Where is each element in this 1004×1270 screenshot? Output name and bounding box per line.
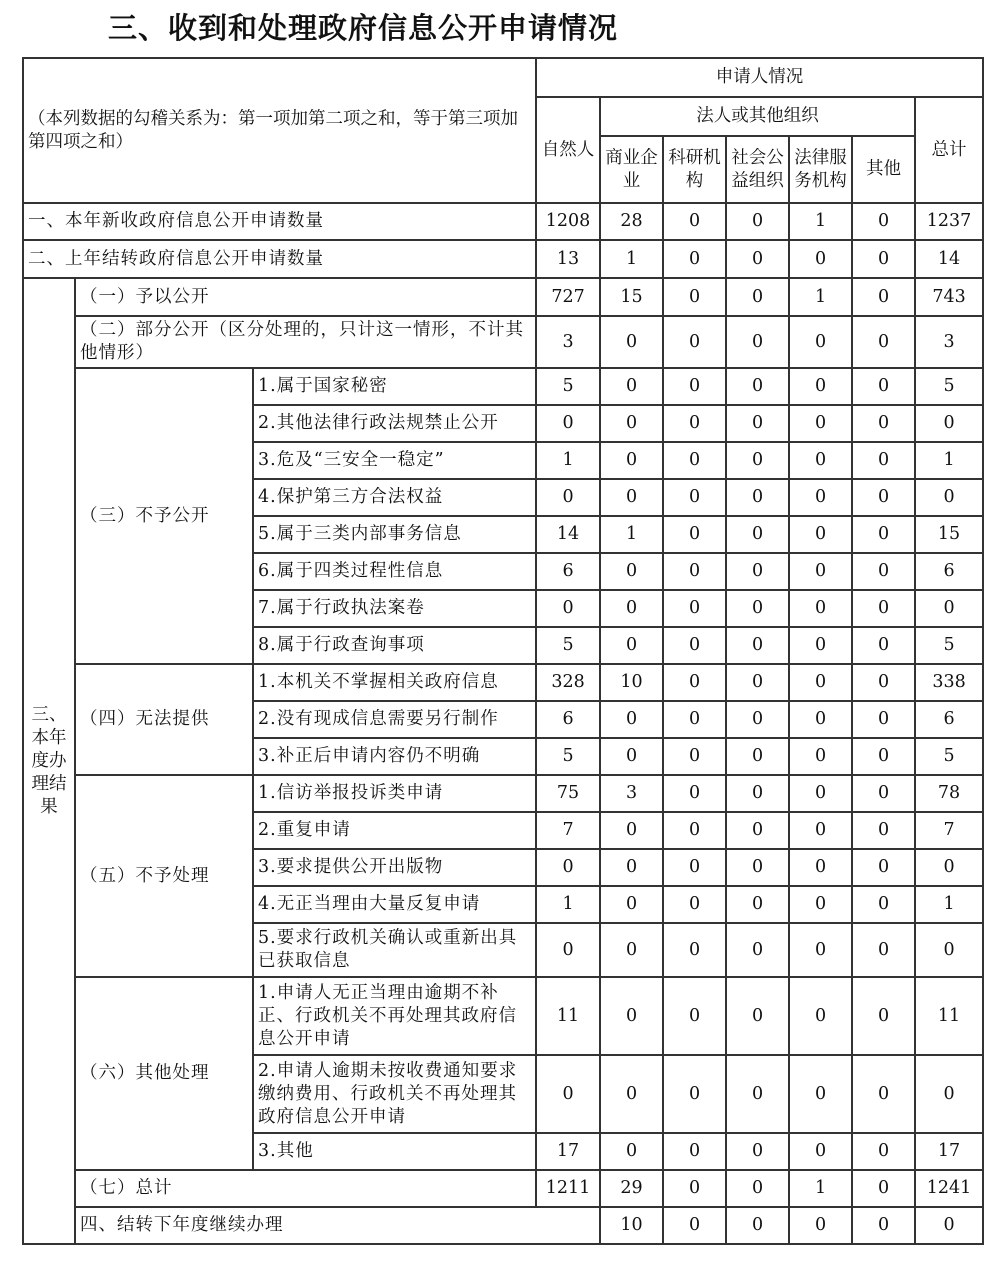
cell-value: 11 — [915, 977, 983, 1055]
cell-value: 0 — [663, 316, 726, 368]
cell-value: 0 — [663, 664, 726, 701]
cell-value: 0 — [789, 316, 852, 368]
row-label: 5.属于三类内部事务信息 — [253, 516, 536, 553]
header-applicant-group: 申请人情况 — [536, 58, 983, 97]
cell-value: 0 — [600, 849, 663, 886]
cell-value: 1 — [789, 203, 852, 240]
table-row — [23, 240, 983, 278]
cell-value: 0 — [726, 664, 789, 701]
cell-value: 0 — [663, 923, 726, 977]
cell-value: 5 — [536, 368, 600, 405]
cell-value: 0 — [536, 849, 600, 886]
cell-value: 0 — [663, 516, 726, 553]
cell-value: 7 — [915, 812, 983, 849]
cell-value: 0 — [663, 203, 726, 240]
cell-value: 6 — [915, 553, 983, 590]
cell-value: 0 — [789, 627, 852, 664]
cell-value: 0 — [852, 701, 915, 738]
cell-value: 0 — [663, 977, 726, 1055]
row-label: 3.要求提供公开出版物 — [253, 849, 536, 886]
cell-value: 0 — [852, 240, 915, 278]
cell-value: 0 — [600, 627, 663, 664]
page-title: 三、收到和处理政府信息公开申请情况 — [108, 11, 619, 45]
cell-value: 15 — [600, 278, 663, 316]
cell-value: 1211 — [536, 1170, 600, 1207]
cell-value: 11 — [536, 977, 600, 1055]
row-label: 4.保护第三方合法权益 — [253, 479, 536, 516]
row-label: 6.属于四类过程性信息 — [253, 553, 536, 590]
cell-value: 0 — [663, 240, 726, 278]
header-natural-person: 自然人 — [536, 97, 600, 203]
row-label: 1.申请人无正当理由逾期不补正、行政机关不再处理其政府信息公开申请 — [253, 977, 536, 1055]
cell-value: 0 — [726, 553, 789, 590]
header-social-welfare: 社会公益组织 — [726, 136, 789, 203]
table-row — [23, 664, 983, 701]
cell-value: 1 — [915, 886, 983, 923]
table-row — [23, 1207, 983, 1244]
header-org-group: 法人或其他组织 — [600, 97, 915, 136]
cell-value: 0 — [789, 442, 852, 479]
cell-value: 0 — [726, 516, 789, 553]
cell-value: 0 — [726, 1170, 789, 1207]
cell-value: 1241 — [915, 1170, 983, 1207]
cell-value: 0 — [789, 849, 852, 886]
cell-value: 0 — [663, 1170, 726, 1207]
cell-value: 0 — [852, 405, 915, 442]
cell-value: 0 — [726, 316, 789, 368]
cell-value: 0 — [600, 923, 663, 977]
cell-value: 0 — [852, 1170, 915, 1207]
group-label-not-open: （三）不予公开 — [75, 368, 253, 664]
row-label: 5.要求行政机关确认或重新出具已获取信息 — [253, 923, 536, 977]
cell-value: 17 — [536, 1133, 600, 1170]
cell-value: 0 — [663, 1133, 726, 1170]
header-row-1 — [23, 58, 983, 97]
cell-value: 0 — [536, 479, 600, 516]
cell-value: 0 — [600, 1133, 663, 1170]
cell-value: 1 — [536, 442, 600, 479]
cell-value: 0 — [789, 923, 852, 977]
cell-value: 0 — [852, 775, 915, 812]
cell-value: 3 — [600, 775, 663, 812]
row-label: 3.危及“三安全一稳定” — [253, 442, 536, 479]
cell-value: 0 — [726, 1133, 789, 1170]
cell-value: 5 — [536, 738, 600, 775]
cell-value: 743 — [915, 278, 983, 316]
header-legal-service: 法律服务机构 — [789, 136, 852, 203]
cell-value: 0 — [536, 590, 600, 627]
cell-value: 28 — [600, 203, 663, 240]
cell-value: 0 — [600, 886, 663, 923]
cell-value: 0 — [600, 1055, 663, 1133]
cell-value: 78 — [915, 775, 983, 812]
cell-value: 0 — [663, 405, 726, 442]
cell-value: 0 — [915, 849, 983, 886]
cell-value: 1 — [600, 516, 663, 553]
cell-value: 0 — [663, 1055, 726, 1133]
cell-value: 0 — [726, 405, 789, 442]
cell-value: 0 — [726, 368, 789, 405]
cell-value: 0 — [663, 738, 726, 775]
row-label: 1.信访举报投诉类申请 — [253, 775, 536, 812]
cell-value: 338 — [915, 664, 983, 701]
cell-value: 0 — [852, 368, 915, 405]
cell-value: 0 — [789, 977, 852, 1055]
cell-value: 5 — [915, 368, 983, 405]
cell-value: 0 — [852, 278, 915, 316]
cell-value: 0 — [789, 1055, 852, 1133]
cell-value: 0 — [600, 701, 663, 738]
cell-value: 0 — [852, 316, 915, 368]
table-row — [23, 278, 983, 316]
cell-value: 0 — [915, 1207, 983, 1244]
cell-value: 1 — [600, 240, 663, 278]
cell-value: 0 — [852, 886, 915, 923]
cell-value: 0 — [726, 442, 789, 479]
cell-value: 0 — [726, 812, 789, 849]
cell-value: 10 — [600, 1207, 663, 1244]
cell-value: 0 — [915, 923, 983, 977]
cell-value: 0 — [852, 627, 915, 664]
cell-value: 0 — [600, 479, 663, 516]
cell-value: 0 — [789, 886, 852, 923]
cell-value: 0 — [663, 701, 726, 738]
row-label: 2.重复申请 — [253, 812, 536, 849]
info-disclosure-table — [22, 57, 984, 1245]
row-label: 2.其他法律行政法规禁止公开 — [253, 405, 536, 442]
section3-label: 三、本年度办理结果 — [23, 278, 75, 1244]
cell-value: 0 — [663, 442, 726, 479]
cell-value: 0 — [789, 516, 852, 553]
cell-value: 0 — [789, 1133, 852, 1170]
cell-value: 0 — [663, 812, 726, 849]
cell-value: 1 — [536, 886, 600, 923]
cell-value: 0 — [789, 738, 852, 775]
cell-value: 6 — [536, 701, 600, 738]
header-total: 总计 — [915, 97, 983, 203]
cell-value: 0 — [726, 977, 789, 1055]
cell-value: 15 — [915, 516, 983, 553]
row-label: 3.其他 — [253, 1133, 536, 1170]
cell-value: 0 — [663, 479, 726, 516]
cell-value: 0 — [852, 664, 915, 701]
cell-value: 0 — [789, 240, 852, 278]
cell-value: 3 — [536, 316, 600, 368]
cell-value: 0 — [789, 405, 852, 442]
cell-value: 0 — [663, 590, 726, 627]
table-note: （本列数据的勾稽关系为：第一项加第二项之和，等于第三项加第四项之和） — [23, 58, 536, 203]
cell-value: 0 — [726, 923, 789, 977]
cell-value: 0 — [852, 1055, 915, 1133]
table-row — [23, 203, 983, 240]
cell-value: 0 — [663, 775, 726, 812]
cell-value: 6 — [536, 553, 600, 590]
group-label-other-process: （六）其他处理 — [75, 977, 253, 1170]
cell-value: 0 — [600, 812, 663, 849]
cell-value: 0 — [852, 516, 915, 553]
cell-value: 0 — [726, 738, 789, 775]
cell-value: 17 — [915, 1133, 983, 1170]
cell-value: 0 — [536, 405, 600, 442]
row-label: 1.属于国家秘密 — [253, 368, 536, 405]
group-label-not-process: （五）不予处理 — [75, 775, 253, 977]
cell-value: 0 — [663, 368, 726, 405]
cell-value: 14 — [915, 240, 983, 278]
cell-value: 1 — [789, 278, 852, 316]
row-label: 2.没有现成信息需要另行制作 — [253, 701, 536, 738]
cell-value: 0 — [663, 886, 726, 923]
cell-value: 0 — [852, 738, 915, 775]
cell-value: 75 — [536, 775, 600, 812]
cell-value: 0 — [852, 553, 915, 590]
row-label: 二、上年结转政府信息公开申请数量 — [23, 240, 536, 278]
cell-value: 0 — [600, 738, 663, 775]
cell-value: 0 — [726, 1207, 789, 1244]
cell-value: 0 — [726, 240, 789, 278]
cell-value: 5 — [915, 627, 983, 664]
cell-value: 0 — [852, 442, 915, 479]
cell-value: 5 — [536, 627, 600, 664]
cell-value: 727 — [536, 278, 600, 316]
cell-value: 1237 — [915, 203, 983, 240]
cell-value: 0 — [600, 442, 663, 479]
cell-value: 0 — [600, 316, 663, 368]
cell-value: 14 — [536, 516, 600, 553]
cell-value: 3 — [915, 316, 983, 368]
cell-value: 0 — [789, 701, 852, 738]
cell-value: 0 — [600, 405, 663, 442]
cell-value: 0 — [789, 664, 852, 701]
cell-value: 0 — [726, 203, 789, 240]
cell-value: 0 — [726, 1055, 789, 1133]
table-row — [23, 977, 983, 1055]
cell-value: 0 — [663, 1207, 726, 1244]
cell-value: 0 — [852, 812, 915, 849]
row-label: 2.申请人逾期未按收费通知要求缴纳费用、行政机关不再处理其政府信息公开申请 — [253, 1055, 536, 1133]
row-label: （一）予以公开 — [75, 278, 536, 316]
cell-value: 328 — [536, 664, 600, 701]
cell-value: 7 — [536, 812, 600, 849]
cell-value: 0 — [726, 590, 789, 627]
cell-value: 0 — [789, 479, 852, 516]
row-label: （七）总计 — [75, 1170, 536, 1207]
cell-value: 0 — [789, 553, 852, 590]
cell-value: 0 — [915, 590, 983, 627]
cell-value: 0 — [600, 977, 663, 1055]
cell-value: 0 — [600, 553, 663, 590]
table-row — [23, 368, 983, 405]
cell-value: 0 — [852, 849, 915, 886]
cell-value: 1 — [915, 442, 983, 479]
cell-value: 0 — [600, 368, 663, 405]
cell-value: 0 — [852, 203, 915, 240]
row-label: 1.本机关不掌握相关政府信息 — [253, 664, 536, 701]
row-label: （二）部分公开（区分处理的，只计这一情形，不计其他情形） — [75, 316, 536, 368]
cell-value: 0 — [726, 701, 789, 738]
cell-value: 0 — [663, 553, 726, 590]
cell-value: 0 — [789, 775, 852, 812]
header-commercial: 商业企业 — [600, 136, 663, 203]
cell-value: 0 — [852, 977, 915, 1055]
cell-value: 0 — [663, 278, 726, 316]
cell-value: 13 — [536, 240, 600, 278]
cell-value: 0 — [789, 590, 852, 627]
cell-value: 0 — [789, 812, 852, 849]
cell-value: 0 — [852, 1207, 915, 1244]
cell-value: 0 — [789, 1207, 852, 1244]
row-label: 3.补正后申请内容仍不明确 — [253, 738, 536, 775]
cell-value: 29 — [600, 1170, 663, 1207]
header-other: 其他 — [852, 136, 915, 203]
cell-value: 0 — [915, 405, 983, 442]
cell-value: 10 — [600, 664, 663, 701]
cell-value: 0 — [789, 368, 852, 405]
cell-value: 0 — [536, 1055, 600, 1133]
cell-value: 1208 — [536, 203, 600, 240]
row-label: 7.属于行政执法案卷 — [253, 590, 536, 627]
cell-value: 0 — [852, 590, 915, 627]
cell-value: 0 — [726, 479, 789, 516]
table-row — [23, 775, 983, 812]
cell-value: 0 — [663, 849, 726, 886]
row-label: 四、结转下年度继续办理 — [75, 1207, 600, 1244]
row-label: 一、本年新收政府信息公开申请数量 — [23, 203, 536, 240]
cell-value: 0 — [852, 923, 915, 977]
header-research: 科研机构 — [663, 136, 726, 203]
cell-value: 0 — [600, 590, 663, 627]
cell-value: 0 — [852, 479, 915, 516]
table-row — [23, 316, 983, 368]
cell-value: 6 — [915, 701, 983, 738]
cell-value: 0 — [726, 278, 789, 316]
cell-value: 0 — [726, 886, 789, 923]
cell-value: 0 — [536, 923, 600, 977]
cell-value: 1 — [789, 1170, 852, 1207]
cell-value: 0 — [915, 1055, 983, 1133]
cell-value: 0 — [852, 1133, 915, 1170]
cell-value: 5 — [915, 738, 983, 775]
cell-value: 0 — [915, 479, 983, 516]
cell-value: 0 — [726, 849, 789, 886]
row-label: 8.属于行政查询事项 — [253, 627, 536, 664]
cell-value: 0 — [726, 775, 789, 812]
row-label: 4.无正当理由大量反复申请 — [253, 886, 536, 923]
cell-value: 0 — [663, 627, 726, 664]
cell-value: 0 — [726, 627, 789, 664]
group-label-unable: （四）无法提供 — [75, 664, 253, 775]
table-row — [23, 1170, 983, 1207]
